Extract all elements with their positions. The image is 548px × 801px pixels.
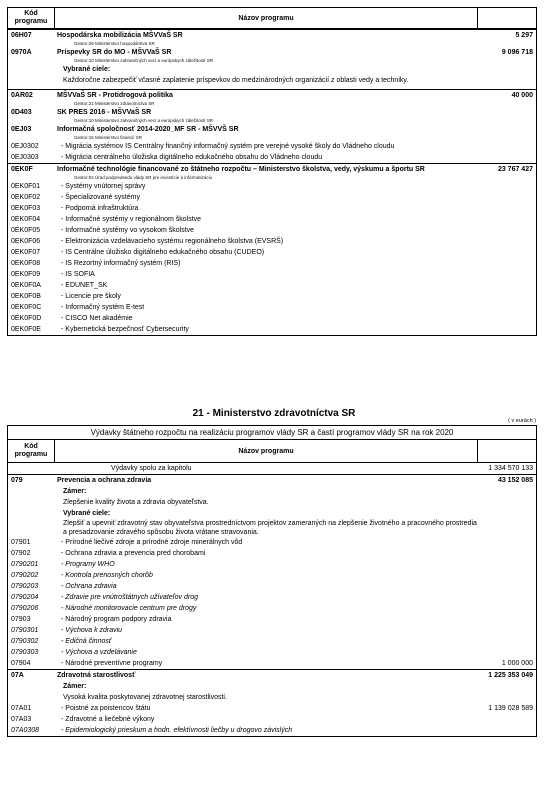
row-name: - Elektronizácia vzdelávacieho systému regionálneho školstva (EVSRŠ) (61, 238, 284, 245)
row-code: 0EK0F0D (11, 315, 42, 322)
table-caption: Výdavky štátneho rozpočtu na realizáciu programov vlády SR a častí programov vlády SR na rok 2020 (8, 426, 536, 440)
row-amount (478, 225, 536, 236)
table-row (8, 107, 536, 118)
row-amount (478, 647, 536, 658)
row-name: Zámer: (63, 683, 87, 690)
row-name: - Podporná infraštruktúra (61, 205, 139, 212)
row-code (8, 497, 54, 508)
table-row (8, 269, 536, 280)
row-amount (478, 203, 536, 214)
row-code: 07A (11, 672, 24, 679)
row-name: - Licencie pre školy (61, 293, 121, 300)
row-amount (478, 75, 536, 86)
row-name: - Národné preventívne programy (61, 660, 163, 667)
row-code: 0EJ0303 (11, 154, 39, 161)
table-row (8, 225, 536, 236)
row-name: Gestor:04 Úrad podpredsedu vlády SR pre investície a informatizáciu (74, 175, 213, 180)
table-row (8, 124, 536, 135)
row-amount (478, 592, 536, 603)
row-name: Výdavky spolu za kapitolu (111, 465, 192, 472)
row-code: 0790203 (11, 583, 39, 590)
row-name: - Informačný systém E-test (61, 304, 145, 311)
table-row (8, 163, 536, 175)
row-amount (478, 519, 536, 537)
table-row (8, 559, 536, 570)
row-name: - EDUNET_SK (61, 282, 108, 289)
row-amount (478, 152, 536, 163)
table-row (8, 625, 536, 636)
row-amount (478, 302, 536, 313)
table-body (8, 463, 536, 736)
row-name: Vysoká kvalita poskytovanej zdravotnej starostlivosti. (63, 694, 227, 701)
row-name: - Prírodné liečivé zdroje a prírodné zdroje minerálnych vôd (61, 539, 243, 546)
row-amount: 1 139 028 589 (488, 705, 533, 712)
row-code (8, 64, 54, 75)
row-amount (478, 269, 536, 280)
table-row (8, 89, 536, 101)
table-row (8, 714, 536, 725)
table-row (8, 152, 536, 163)
row-amount: 9 096 718 (501, 49, 533, 56)
header-name: Názov programu (55, 8, 478, 28)
row-amount: 1 334 570 133 (488, 465, 533, 472)
row-amount (478, 107, 536, 118)
row-name: Gestor:26 Ministerstvo hospodárstva SR (74, 41, 155, 46)
table-row (8, 537, 536, 548)
row-name: - IS Rezortný informačný systém (RIS) (61, 260, 181, 267)
row-name: Informačná spoločnosť 2014-2020_MF SR - MŠVVŠ SR (57, 126, 239, 133)
row-code: 0790302 (11, 638, 39, 645)
row-code: 0EK0F0C (11, 304, 42, 311)
row-code: 07A01 (11, 705, 32, 712)
row-amount (478, 486, 536, 497)
table-row (8, 603, 536, 614)
row-amount (478, 581, 536, 592)
row-code: 0790206 (11, 605, 39, 612)
row-amount (478, 64, 536, 75)
row-name: - Zdravie pre vnútroštátnych užívateľov drog (61, 594, 198, 601)
row-name: Gestor:10 Ministerstvo zahraničných vecí a európskych záležitostí SR (74, 58, 214, 63)
row-name: - Zdravotné a liečebné výkony (61, 716, 155, 723)
table-row (8, 280, 536, 291)
row-amount (478, 236, 536, 247)
table-row (8, 47, 536, 58)
row-code: 07903 (11, 616, 31, 623)
row-code: 0790204 (11, 594, 39, 601)
row-name: - Ochrana zdravia a prevencia pred chorobami (61, 550, 206, 557)
row-name: - Národný program podpory zdravia (61, 616, 172, 623)
row-name: Hospodárska mobilizácia MŠVVaŠ SR (57, 32, 183, 39)
row-name: - Edičná činnosť (61, 638, 112, 645)
row-amount (478, 181, 536, 192)
table-row (8, 463, 536, 474)
row-name: Zdravotná starostlivosť (57, 672, 136, 679)
programs-table-2 (7, 425, 537, 737)
row-amount: 5 297 (515, 32, 533, 39)
row-amount (478, 508, 536, 519)
row-amount (478, 559, 536, 570)
row-code: 0790303 (11, 649, 39, 656)
row-code: 0EK0F0A (11, 282, 41, 289)
row-name: - Systémy vnútornej správy (61, 183, 146, 190)
row-code: 0EK0F03 (11, 205, 41, 212)
row-code: 07902 (11, 550, 31, 557)
table-row (8, 592, 536, 603)
unit-label: ( v eurách ) (508, 418, 536, 424)
row-amount: 23 767 427 (497, 166, 533, 173)
header-amount (478, 440, 536, 462)
section-title: 21 - Ministerstvo zdravotníctva SR (192, 408, 356, 419)
row-amount (478, 192, 536, 203)
row-amount (478, 280, 536, 291)
row-code (8, 681, 54, 692)
row-name: Vybrané ciele: (63, 510, 111, 517)
row-amount (478, 636, 536, 647)
row-amount (478, 692, 536, 703)
header-code: Kód programu (8, 8, 55, 28)
table-row (8, 192, 536, 203)
table-row (8, 302, 536, 313)
row-name: - Migrácia centrálneho úložiska digitálneho edukačného obsahu do Vládneho cloudu (61, 154, 323, 161)
row-code (8, 519, 54, 537)
row-name: - Programy WHO (61, 561, 115, 568)
row-name: - CISCO Net akadémie (61, 315, 133, 322)
table-row (8, 181, 536, 192)
row-name: Vybrané ciele: (63, 66, 111, 73)
row-amount (478, 497, 536, 508)
table-row (8, 703, 536, 714)
table-row (8, 486, 536, 497)
row-amount (478, 625, 536, 636)
row-name: - Ochrana zdravia (61, 583, 117, 590)
table-body (8, 29, 536, 335)
row-code: 07901 (11, 539, 31, 546)
row-name: Gestor:15 Ministerstvo financií SR (74, 135, 143, 140)
table-row (8, 581, 536, 592)
row-name: Každoročne zabezpečiť včasné zaplatenie príspevkov do medzinárodných organizácií z oblasti vedy a techniky. (63, 77, 409, 84)
row-name: - Kontrola prenosných chorôb (61, 572, 153, 579)
table-row (8, 669, 536, 681)
table-row (8, 64, 536, 75)
row-code: 079 (11, 477, 23, 484)
table-row (8, 725, 536, 736)
row-amount: 40 000 (511, 92, 533, 99)
row-name: Zlepšiť a upevniť zdravotný stav obyvateľstva prostredníctvom projektov zameraných na zlepšenie životného a pracovného prostredia a presadzovanie zdravého spôsobu života vrátane stravovania. (63, 520, 477, 536)
row-code: 0EK0F01 (11, 183, 41, 190)
row-name: Zámer: (63, 488, 87, 495)
row-name: Zlepšenie kvality života a zdravia obyvateľstva. (63, 499, 209, 506)
row-code: 0EK0F02 (11, 194, 41, 201)
table-row (8, 29, 536, 41)
row-code: 0AR02 (11, 92, 33, 99)
row-name: Príspevky SR do MO - MŠVVaŠ SR (57, 49, 172, 56)
table-row (8, 474, 536, 486)
row-amount (478, 570, 536, 581)
table-row (8, 258, 536, 269)
row-code: 0EK0F08 (11, 260, 41, 267)
header-code: Kód programu (8, 440, 55, 462)
row-amount (478, 603, 536, 614)
row-amount (478, 725, 536, 736)
row-code: 0790201 (11, 561, 39, 568)
row-amount: 1 000 000 (501, 660, 533, 667)
row-code: 0790301 (11, 627, 39, 634)
table-header (8, 8, 536, 29)
table-row (8, 548, 536, 559)
row-name: - Informačné systémy vo vysokom školstve (61, 227, 195, 234)
row-name: - IS SOFIA (61, 271, 95, 278)
row-code (8, 75, 54, 86)
row-amount (478, 548, 536, 559)
row-name: - Národné monitorovacie centrum pre drogy (61, 605, 197, 612)
row-code: 0EK0F07 (11, 249, 41, 256)
row-amount (478, 124, 536, 135)
row-code: 0EJ03 (11, 126, 32, 133)
row-code (8, 463, 54, 474)
row-name: SK PRES 2016 - MŠVVaŠ SR (57, 109, 152, 116)
row-name: - Výchova a vzdelávanie (61, 649, 137, 656)
row-amount: 43 152 085 (497, 477, 533, 484)
table-row (8, 324, 536, 335)
row-code: 0EK0F05 (11, 227, 41, 234)
row-name: Informačné technológie financované zo štátneho rozpočtu – Ministerstvo školstva, vedy, výskumu a športu SR (57, 166, 425, 173)
row-amount (478, 313, 536, 324)
table-row (8, 291, 536, 302)
row-name: Prevencia a ochrana zdravia (57, 477, 152, 484)
row-name: MŠVVaŠ SR - Protidrogová politika (57, 92, 173, 99)
row-code (8, 508, 54, 519)
row-amount (478, 214, 536, 225)
row-name: - Epidemiologický prieskum a hodn. efektívnosti liečby u drogovo závislých (61, 727, 293, 734)
row-code: 07A03 (11, 716, 32, 723)
row-amount (478, 614, 536, 625)
table-row (8, 141, 536, 152)
row-code: 0EK0F0B (11, 293, 41, 300)
header-amount (478, 8, 536, 28)
table-row (8, 203, 536, 214)
header-name: Názov programu (55, 440, 478, 462)
row-name: Gestor:10 Ministerstvo zahraničných vecí a európskych záležitostí SR (74, 118, 214, 123)
table-row (8, 647, 536, 658)
row-amount (478, 714, 536, 725)
row-amount (478, 247, 536, 258)
programs-table-1 (7, 7, 537, 336)
row-code: 0EK0F0E (11, 326, 41, 333)
row-code (8, 486, 54, 497)
row-name: Gestor:21 Ministerstvo zdravotníctva SR (74, 101, 155, 106)
table-row (8, 681, 536, 692)
row-code: 06H07 (11, 32, 32, 39)
table-row (8, 508, 536, 519)
table-row (8, 614, 536, 625)
row-code: 0EK0F (11, 166, 33, 173)
table-row (8, 519, 536, 537)
row-amount (478, 258, 536, 269)
row-amount (478, 291, 536, 302)
row-code: 07904 (11, 660, 31, 667)
table-row (8, 692, 536, 703)
row-amount (478, 537, 536, 548)
row-name: - Výchova k zdraviu (61, 627, 123, 634)
row-amount (478, 324, 536, 335)
table-row (8, 247, 536, 258)
row-code: 0EK0F09 (11, 271, 41, 278)
table-row (8, 236, 536, 247)
row-name: - Poistné za poistencov štátu (61, 705, 151, 712)
table-row (8, 313, 536, 324)
row-name: - Kybernetická bezpečnosť Cybersecurity (61, 326, 189, 333)
table-row (8, 75, 536, 86)
row-name: - Špecializované systémy (61, 194, 140, 201)
table-row (8, 658, 536, 669)
row-code: 0D403 (11, 109, 32, 116)
table-row (8, 497, 536, 508)
row-amount (478, 141, 536, 152)
row-amount (478, 681, 536, 692)
row-code (8, 692, 54, 703)
row-code: 0EK0F06 (11, 238, 41, 245)
table-row (8, 570, 536, 581)
table-header (8, 440, 536, 463)
row-code: 0EJ0302 (11, 143, 39, 150)
table-row (8, 214, 536, 225)
row-name: - Informačné systémy v regionálnom školstve (61, 216, 202, 223)
row-code: 0790202 (11, 572, 39, 579)
row-amount: 1 225 353 049 (488, 672, 533, 679)
row-code: 07A0308 (11, 727, 40, 734)
row-name: - IS Centrálne úložisko digitálneho edukačného obsahu (CUDEO) (61, 249, 265, 256)
table-row (8, 636, 536, 647)
row-name: - Migrácia systémov IS Centrálny finančný informačný systém pre verejné vysoké školy do Vládneho cloudu (61, 143, 395, 150)
row-code: 0EK0F04 (11, 216, 41, 223)
row-code: 0970A (11, 49, 32, 56)
